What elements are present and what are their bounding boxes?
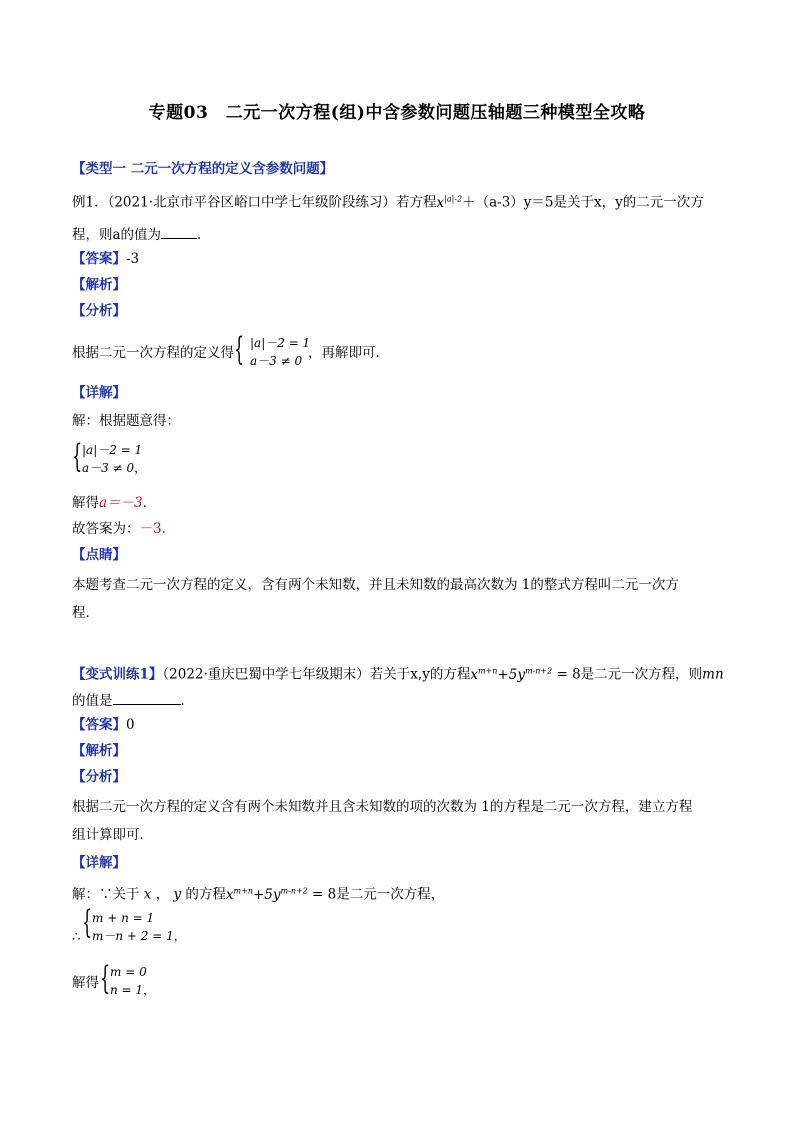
brace-icon: {: [72, 437, 83, 475]
section-heading: 【类型一 二元一次方程的定义含参数问题】: [72, 161, 334, 177]
therefore-icon: ∴: [72, 929, 81, 945]
detail-label: 【详解】: [72, 385, 126, 401]
answer-blank: [161, 224, 197, 239]
solve-line: 解得a＝－3．: [72, 495, 157, 511]
detail-text: 解：∵关于 x ， y 的方程$x^{m+n}+5y^{m-n+2} = 8$是二元一次方程，: [72, 886, 445, 903]
detail-text: 解：根据题意得：: [72, 413, 180, 429]
answer-row: 【答案】-3: [72, 251, 140, 267]
system-eq2: m－n + 2 = 1，: [92, 929, 186, 943]
system-eq2: a－3 ≠ 0: [250, 354, 303, 368]
fenxi-text-2: 组计算即可．: [72, 827, 153, 843]
page-title: 专题03 二元一次方程(组)中含参数问题压轴题三种模型全攻略: [148, 103, 646, 123]
fenxi-label: 【分析】: [72, 769, 126, 785]
fenxi-label: 【分析】: [72, 303, 126, 319]
answer-row: 【答案】0: [72, 717, 135, 733]
brace-icon: {: [100, 959, 111, 997]
fenxi-text-1: 根据二元一次方程的定义含有两个未知数并且含未知数的项的次数为 1的方程是二元一次方程，建立方程: [72, 799, 693, 815]
result-eq2: n = 1，: [110, 983, 156, 997]
analysis-label: 【解析】: [72, 277, 126, 293]
review-text-2: 程．: [72, 605, 99, 621]
review-label: 【点睛】: [72, 547, 126, 563]
solve-line: 解得: [72, 975, 99, 991]
system-eq2: a－3 ≠ 0，: [82, 461, 147, 475]
example1-line2: 程，则a的值为 ．: [72, 224, 211, 244]
fenxi-text: 根据二元一次方程的定义得 ，再解即可．: [72, 345, 389, 361]
example1-line1: 例1．（2021·北京市平谷区峪口中学七年级阶段练习）若方程$x^{|a|-2}+(a-3)y=5$是关于x，y的二元一次方: [72, 194, 704, 211]
example2-line1: 【变式训练1】（2022·重庆巴蜀中学七年级期末）若关于x,y的方程$x^{m+n}+5y^{m-n+2} = 8$是二元一次方程，则mn: [72, 666, 724, 683]
result-eq1: m = 0: [110, 965, 147, 979]
brace-icon: {: [234, 330, 245, 368]
system-eq1: |a|－2 = 1: [250, 336, 311, 350]
detail-label: 【详解】: [72, 855, 126, 871]
brace-icon: {: [82, 903, 93, 941]
review-text-1: 本题考查二元一次方程的定义，含有两个未知数，并且未知数的最高次数为 1的整式方程叫二元一次方: [72, 577, 679, 593]
example2-line2: 的值是 ．: [72, 690, 194, 710]
system-eq1: m + n = 1: [92, 911, 155, 925]
system-eq1: |a|－2 = 1: [82, 443, 143, 457]
final-answer-line: 故答案为：－3．: [72, 521, 176, 537]
answer-blank: [113, 690, 181, 705]
analysis-label: 【解析】: [72, 743, 126, 759]
